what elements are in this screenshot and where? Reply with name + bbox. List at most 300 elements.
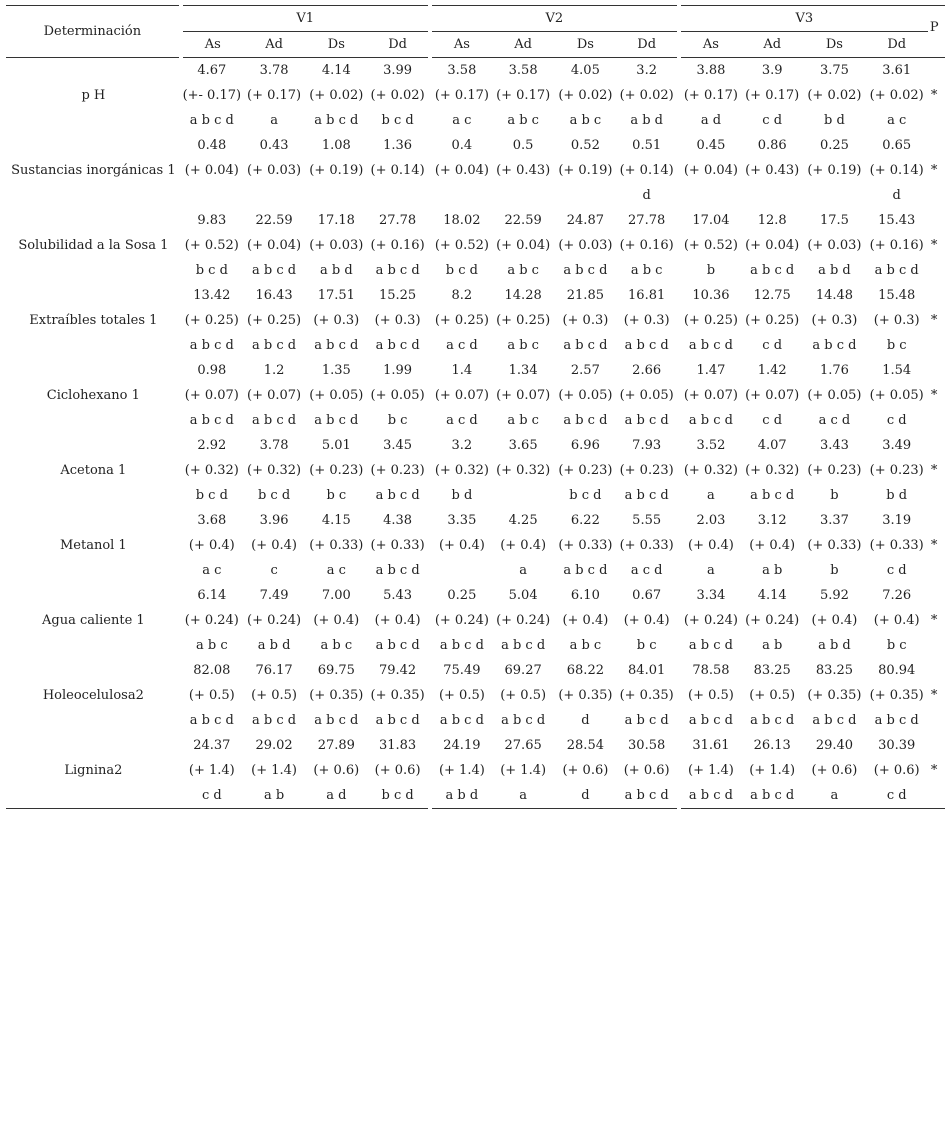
cell-sd: (+ 1.4) <box>188 763 235 778</box>
cell-letters: a b c d <box>874 713 919 728</box>
cell-means: 17.18 <box>317 213 355 228</box>
cell-means: 3.19 <box>882 513 912 528</box>
cell-means: 1.35 <box>321 363 351 378</box>
cell-letters: c d <box>181 783 243 809</box>
row-significance: * <box>930 238 938 253</box>
cell-sd: (+ 0.19) <box>309 163 364 178</box>
cell-means: 0.45 <box>696 138 726 153</box>
row-label: Sustancias inorgánicas 1 <box>11 163 176 178</box>
cell-letters: a b c <box>507 413 539 428</box>
cell-sd: (+ 0.03) <box>309 238 364 253</box>
cell-means: 4.05 <box>570 63 600 78</box>
cell-means: 17.51 <box>317 288 355 303</box>
cell-letters: a b c d <box>563 413 608 428</box>
cell-letters: a b c d <box>617 783 679 809</box>
cell-means: 78.58 <box>692 663 730 678</box>
cell-letters: c d <box>866 783 928 809</box>
cell-means: 4.38 <box>367 508 429 533</box>
cell-sd: (+ 0.43) <box>496 163 551 178</box>
cell-letters: a b c d <box>688 713 733 728</box>
cell-letters: a <box>519 563 527 578</box>
cell-means: 0.48 <box>197 138 227 153</box>
cell-means: 22.59 <box>255 213 293 228</box>
cell-sd: (+ 0.5) <box>251 688 297 703</box>
cell-means: 28.54 <box>566 738 604 753</box>
cell-letters: b c d <box>569 488 602 503</box>
cell-letters: a <box>492 783 554 809</box>
cell-sd: (+ 0.33) <box>807 538 862 553</box>
cell-means: 3.45 <box>367 433 429 458</box>
cell-sd: (+ 0.3) <box>811 313 858 328</box>
cell-means: 1.08 <box>321 138 351 153</box>
cell-means: 14.48 <box>815 288 854 303</box>
cell-letters: a <box>270 113 278 128</box>
cell-sd: (+ 0.35) <box>367 683 429 708</box>
cell-means: 2.66 <box>617 358 679 383</box>
cell-letters <box>430 558 492 583</box>
cell-means: 15.43 <box>878 213 916 228</box>
row-label: Agua caliente 1 <box>42 613 145 628</box>
cell-means: 24.87 <box>566 213 604 228</box>
cell-sd: (+ 0.07) <box>184 388 239 403</box>
cell-sd: (+ 0.33) <box>367 533 429 558</box>
cell-sd: (+ 0.3) <box>873 313 920 328</box>
cell-letters: a b c d <box>189 338 234 353</box>
cell-letters: b c <box>367 408 429 433</box>
cell-letters: a b d <box>818 263 851 278</box>
cell-means: 3.61 <box>882 63 912 78</box>
cell-means: 0.52 <box>570 138 600 153</box>
row-label: Solubilidad a la Sosa 1 <box>18 238 169 253</box>
cell-sd: (+ 0.05) <box>309 388 364 403</box>
header-subcol-v1-ds: Ds <box>305 32 367 58</box>
cell-letters: a b c d <box>563 263 608 278</box>
cell-sd: (+ 0.05) <box>558 388 613 403</box>
cell-means: 7.26 <box>882 588 912 603</box>
cell-sd: (+ 0.6) <box>367 758 429 783</box>
cell-means: 3.58 <box>508 63 538 78</box>
cell-letters: b c <box>326 488 347 503</box>
cell-sd: (+ 0.32) <box>683 463 738 478</box>
cell-means: 0.25 <box>447 588 477 603</box>
cell-means: 3.34 <box>696 588 726 603</box>
cell-means: 75.49 <box>443 663 481 678</box>
cell-letters <box>305 183 367 208</box>
cell-sd: (+ 0.04) <box>184 163 239 178</box>
cell-letters: a b c <box>569 113 602 128</box>
cell-letters: b c d <box>445 263 478 278</box>
cell-sd: (+ 0.17) <box>247 88 302 103</box>
header-row-groups <box>6 6 945 32</box>
cell-sd: (+ 0.32) <box>496 463 551 478</box>
cell-means: 3.96 <box>259 513 289 528</box>
cell-letters: b d <box>886 488 908 503</box>
cell-sd: (+ 0.43) <box>745 163 800 178</box>
cell-letters: a <box>707 488 715 503</box>
cell-means: 76.17 <box>255 663 293 678</box>
cell-letters: c d <box>886 563 907 578</box>
cell-letters: a b c d <box>688 338 733 353</box>
cell-means: 27.78 <box>617 208 679 233</box>
cell-letters: a b c <box>507 113 539 128</box>
cell-letters: b <box>706 263 716 278</box>
cell-letters: a d <box>700 113 722 128</box>
cell-sd: (+ 0.52) <box>434 238 489 253</box>
cell-letters: a b c d <box>617 333 679 358</box>
cell-letters: a b c d <box>367 558 429 583</box>
cell-sd: (+ 0.05) <box>617 383 679 408</box>
cell-letters <box>430 183 492 208</box>
cell-sd: (+ 0.4) <box>749 538 796 553</box>
cell-means: 80.94 <box>878 663 916 678</box>
cell-letters: b c d <box>367 783 429 809</box>
cell-means: 4.14 <box>757 588 787 603</box>
cell-letters: a b c d <box>189 413 234 428</box>
cell-sd: (+ 1.4) <box>688 763 734 778</box>
cell-means: 30.58 <box>617 733 679 758</box>
cell-letters: a b c d <box>874 263 919 278</box>
cell-letters: a b c d <box>314 413 359 428</box>
cell-sd: (+ 0.05) <box>367 383 429 408</box>
cell-sd: (+ 0.23) <box>869 463 924 478</box>
table-row <box>6 283 945 308</box>
cell-sd: (+ 0.25) <box>683 313 738 328</box>
cell-sd: (+ 0.24) <box>434 613 489 628</box>
cell-letters: b c d <box>195 263 228 278</box>
cell-letters <box>243 183 305 208</box>
cell-means: 79.42 <box>367 658 429 683</box>
cell-means: 15.48 <box>878 288 916 303</box>
cell-letters: b d <box>824 113 845 128</box>
cell-means: 1.36 <box>367 133 429 158</box>
cell-letters: a b c d <box>501 713 546 728</box>
cell-sd: (+ 0.3) <box>313 313 360 328</box>
cell-sd: (+ 0.17) <box>745 88 800 103</box>
cell-means: 3.35 <box>447 513 477 528</box>
cell-letters <box>181 183 243 208</box>
cell-means: 6.96 <box>570 438 600 453</box>
cell-sd: (+ 0.25) <box>496 313 551 328</box>
cell-means: 31.61 <box>692 738 730 753</box>
table-row <box>6 658 945 683</box>
cell-letters: a b c d <box>439 713 484 728</box>
cell-means: 3.78 <box>259 63 289 78</box>
cell-means: 1.34 <box>508 363 538 378</box>
header-subcol-v1-as: As <box>181 32 243 58</box>
cell-letters <box>679 183 741 208</box>
cell-means: 2.92 <box>197 438 227 453</box>
cell-means: 24.37 <box>193 738 231 753</box>
cell-letters: a b c d <box>750 263 795 278</box>
cell-letters: a b c d <box>252 263 297 278</box>
cell-sd: (+ 0.6) <box>313 763 360 778</box>
cell-letters: a b c <box>196 638 228 653</box>
header-group-v1: V1 <box>181 6 430 32</box>
cell-means: 0.67 <box>617 583 679 608</box>
cell-letters: a b c d <box>688 638 733 653</box>
cell-letters: a c d <box>446 338 478 353</box>
cell-means: 5.01 <box>321 438 351 453</box>
cell-sd: (+ 0.23) <box>807 463 862 478</box>
cell-means: 1.4 <box>451 363 473 378</box>
cell-means: 3.58 <box>447 63 477 78</box>
cell-letters: a b c d <box>750 713 795 728</box>
cell-means: 6.14 <box>197 588 227 603</box>
cell-sd: (+ 0.05) <box>807 388 862 403</box>
table-row <box>6 583 945 608</box>
cell-means: 1.54 <box>882 363 912 378</box>
cell-letters: b c <box>617 633 679 658</box>
table-row <box>6 508 945 533</box>
row-label: Metanol 1 <box>59 538 127 553</box>
cell-letters: a b c d <box>812 338 857 353</box>
header-determinacion: Determinación <box>6 6 181 58</box>
cell-means: 5.43 <box>367 583 429 608</box>
cell-letters <box>803 183 865 208</box>
header-group-v3: V3 <box>679 6 928 32</box>
cell-means: 3.99 <box>367 58 429 84</box>
cell-letters: a b c d <box>688 413 733 428</box>
cell-letters: a b c d <box>741 783 803 809</box>
cell-means: 3.49 <box>882 438 912 453</box>
cell-means: 17.5 <box>819 213 849 228</box>
cell-means: 3.75 <box>819 63 849 78</box>
cell-letters: a b c d <box>189 713 234 728</box>
cell-means: 3.88 <box>696 63 726 78</box>
cell-means: 5.04 <box>508 588 538 603</box>
cell-sd: (+ 0.04) <box>247 238 302 253</box>
cell-letters: a b d <box>617 108 679 133</box>
cell-letters: a b c d <box>617 483 679 508</box>
cell-means: 3.2 <box>617 58 679 84</box>
cell-sd: (+ 0.23) <box>309 463 364 478</box>
cell-sd: (+ 0.4) <box>688 538 734 553</box>
cell-means: 3.2 <box>451 438 473 453</box>
header-subcol-v3-as: As <box>679 32 741 58</box>
row-label: Acetona 1 <box>60 463 127 478</box>
cell-letters: a b <box>243 783 305 809</box>
results-table-container <box>6 5 945 809</box>
cell-sd: (+ 0.07) <box>745 388 800 403</box>
header-subcol-v1-ad: Ad <box>243 32 305 58</box>
cell-letters: a b c d <box>367 258 429 283</box>
cell-letters: d <box>554 783 616 809</box>
cell-sd: (+ 0.52) <box>683 238 738 253</box>
cell-sd: (+ 0.03) <box>807 238 862 253</box>
cell-means: 83.25 <box>815 663 854 678</box>
cell-means: 0.65 <box>882 138 912 153</box>
cell-means: 21.85 <box>566 288 604 303</box>
cell-sd: (+ 0.4) <box>313 613 360 628</box>
cell-letters: a b c d <box>563 338 608 353</box>
cell-sd: (+ 0.32) <box>434 463 489 478</box>
cell-means: 30.39 <box>878 738 916 753</box>
cell-letters: a b <box>762 638 783 653</box>
cell-sd: (+ 0.02) <box>807 88 862 103</box>
cell-letters: a b c d <box>314 338 359 353</box>
cell-letters: a c d <box>617 558 679 583</box>
cell-means: 8.2 <box>451 288 473 303</box>
cell-means: 13.42 <box>193 288 231 303</box>
header-group-v2: V2 <box>430 6 679 32</box>
cell-means: 5.55 <box>617 508 679 533</box>
cell-means: 3.65 <box>508 438 538 453</box>
cell-means: 3.52 <box>696 438 726 453</box>
cell-means: 0.43 <box>259 138 289 153</box>
cell-sd: (+ 0.02) <box>558 88 613 103</box>
cell-sd: (+ 0.35) <box>558 688 613 703</box>
cell-sd: (+ 0.05) <box>869 388 924 403</box>
cell-letters: a b c <box>507 263 539 278</box>
cell-sd: (+ 0.16) <box>367 233 429 258</box>
cell-letters: a b c d <box>367 483 429 508</box>
cell-sd: (+ 0.02) <box>869 88 924 103</box>
cell-sd: (+ 0.16) <box>869 238 924 253</box>
cell-means: 0.98 <box>197 363 227 378</box>
cell-means: 18.02 <box>443 213 481 228</box>
cell-means: 2.57 <box>570 363 600 378</box>
cell-means: 17.04 <box>692 213 730 228</box>
table-row <box>6 733 945 758</box>
cell-letters: a b d <box>257 638 291 653</box>
cell-sd: (+ 0.04) <box>434 163 489 178</box>
cell-sd: (+ 0.14) <box>869 163 924 178</box>
cell-means: 68.22 <box>566 663 604 678</box>
cell-letters: a c d <box>446 413 478 428</box>
cell-letters: a b c d <box>750 488 795 503</box>
cell-sd: (+ 0.3) <box>562 313 609 328</box>
cell-letters: a b d <box>430 783 492 809</box>
cell-sd: (+ 0.4) <box>367 608 429 633</box>
cell-sd: (+ 0.02) <box>367 83 429 108</box>
cell-sd: (+ 0.33) <box>869 538 924 553</box>
cell-letters: a b c d <box>617 708 679 733</box>
cell-sd: (+ 0.4) <box>188 538 235 553</box>
cell-sd: (+ 0.03) <box>558 238 613 253</box>
cell-letters: d <box>617 183 679 208</box>
cell-sd: (+ 0.07) <box>683 388 738 403</box>
header-subcol-v3-ad: Ad <box>741 32 803 58</box>
cell-sd: (+ 0.17) <box>434 88 489 103</box>
cell-sd: (+ 0.3) <box>367 308 429 333</box>
row-significance: * <box>930 88 938 103</box>
cell-sd: (+ 0.24) <box>247 613 302 628</box>
cell-sd: (+ 1.4) <box>500 763 547 778</box>
cell-means: 15.25 <box>367 283 429 308</box>
header-subcol-v3-dd: Dd <box>866 32 928 58</box>
cell-sd: (+ 0.19) <box>558 163 613 178</box>
cell-letters: a b c d <box>367 708 429 733</box>
cell-letters: b c d <box>195 488 228 503</box>
header-subcol-v2-as: As <box>430 32 492 58</box>
row-label: p H <box>81 88 106 103</box>
cell-letters: d <box>581 713 590 728</box>
cell-means: 3.12 <box>757 513 787 528</box>
cell-sd: (+ 0.35) <box>807 688 862 703</box>
cell-letters: a b c <box>507 338 539 353</box>
cell-means: 7.49 <box>259 588 289 603</box>
cell-letters: a <box>707 563 715 578</box>
cell-means: 6.10 <box>570 588 600 603</box>
table-header <box>6 6 945 58</box>
row-significance: * <box>930 463 938 478</box>
cell-letters: a c <box>452 113 472 128</box>
cell-sd: (+ 0.35) <box>869 688 924 703</box>
cell-means: 16.81 <box>617 283 679 308</box>
cell-means: 1.47 <box>696 363 726 378</box>
row-significance: * <box>930 313 938 328</box>
cell-sd: (+ 0.04) <box>745 238 800 253</box>
cell-sd: (+ 0.24) <box>184 613 239 628</box>
cell-sd: (+ 0.5) <box>749 688 796 703</box>
cell-sd: (+ 0.32) <box>745 463 800 478</box>
cell-means: 29.02 <box>255 738 293 753</box>
cell-letters: b <box>830 563 839 578</box>
cell-means: 3.37 <box>819 513 849 528</box>
cell-letters: a b c d <box>252 713 297 728</box>
row-significance: * <box>930 688 938 703</box>
cell-letters: b d <box>451 488 473 503</box>
header-subcol-v2-ds: Ds <box>554 32 616 58</box>
cell-sd: (+ 0.33) <box>309 538 364 553</box>
cell-sd: (+ 0.4) <box>500 538 547 553</box>
cell-sd: (+ 0.4) <box>873 613 920 628</box>
cell-sd: (+ 0.4) <box>562 613 609 628</box>
cell-means: 4.14 <box>321 63 351 78</box>
cell-letters: b c <box>886 638 907 653</box>
cell-means: 10.36 <box>692 288 730 303</box>
cell-means: 1.2 <box>263 363 285 378</box>
cell-sd: (+ 0.5) <box>688 688 734 703</box>
cell-letters: a c <box>887 113 907 128</box>
cell-sd: (+ 0.24) <box>683 613 738 628</box>
row-significance: * <box>928 733 945 809</box>
cell-means: 12.75 <box>753 288 791 303</box>
cell-sd: (+ 0.14) <box>617 158 679 183</box>
cell-letters: a <box>803 783 865 809</box>
cell-sd: (+ 0.33) <box>617 533 679 558</box>
cell-letters: a b c d <box>812 713 857 728</box>
cell-sd: (+ 0.25) <box>745 313 800 328</box>
cell-letters: a b c d <box>252 413 297 428</box>
cell-means: 1.76 <box>819 363 849 378</box>
cell-letters <box>554 183 616 208</box>
cell-letters: a c <box>326 563 346 578</box>
cell-sd: (+ 0.6) <box>617 758 679 783</box>
cell-sd: (+- 0.17) <box>182 88 242 103</box>
cell-letters: a b c d <box>439 638 484 653</box>
table-row <box>6 58 945 84</box>
cell-sd: (+ 0.19) <box>807 163 862 178</box>
cell-letters: a b c d <box>679 783 741 809</box>
cell-means: 84.01 <box>617 658 679 683</box>
row-label: Ciclohexano 1 <box>46 388 140 403</box>
cell-letters: a b <box>762 563 783 578</box>
cell-means: 31.83 <box>367 733 429 758</box>
cell-letters: a b c d <box>617 408 679 433</box>
header-p: P <box>928 6 945 58</box>
cell-means: 1.99 <box>367 358 429 383</box>
cell-sd: (+ 0.24) <box>745 613 800 628</box>
cell-means: 69.27 <box>504 663 542 678</box>
cell-sd: (+ 0.02) <box>309 88 364 103</box>
row-significance: * <box>930 388 938 403</box>
cell-sd: (+ 0.4) <box>438 538 485 553</box>
cell-sd: (+ 0.52) <box>184 238 239 253</box>
cell-means: 16.43 <box>255 288 293 303</box>
cell-sd: (+ 0.25) <box>184 313 239 328</box>
cell-sd: (+ 0.25) <box>434 313 489 328</box>
